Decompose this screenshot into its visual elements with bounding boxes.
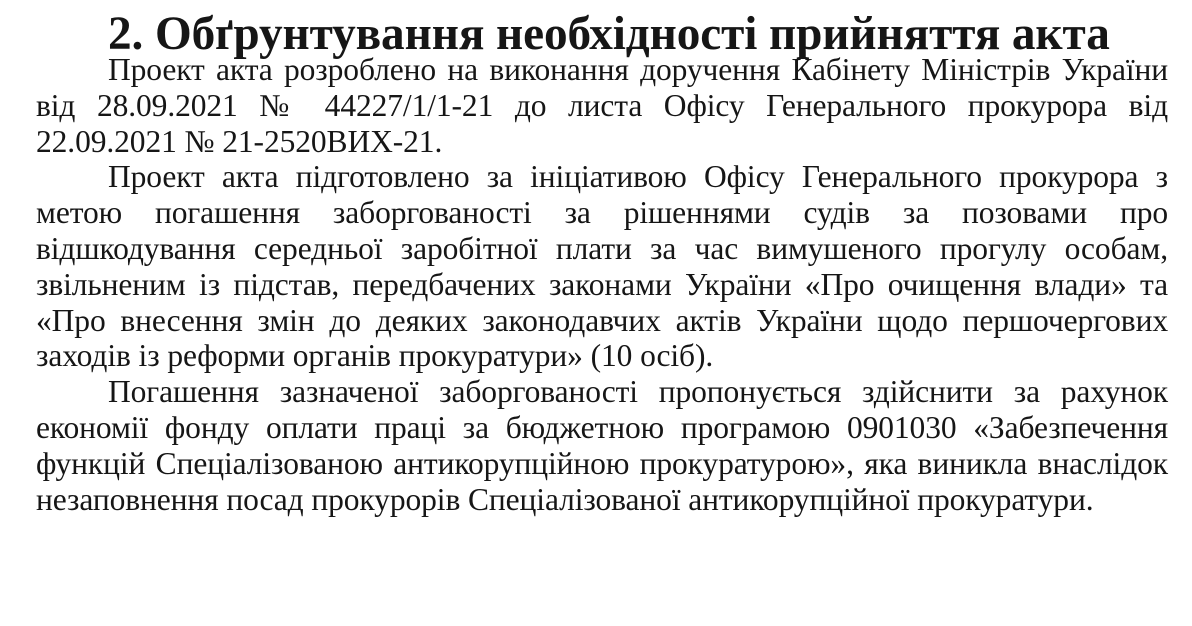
paragraph-funding: Погашення зазначеної заборгованості пропонується здійснити за рахунок економії фонду оплати праці за бюджетною програмою 0901030 «Забезпечення функцій Спеціалізованою антикорупційною прокуратурою», яка виникла внаслідок незаповнення посад прокурорів Спеціалізованої антикорупційної прокуратури.	[36, 374, 1168, 517]
paragraph-order-basis: Проект акта розроблено на виконання доручення Кабінету Міністрів України від 28.09.2021 № 44227/1/1-21 до листа Офісу Генерального прокурора від 22.09.2021 № 21-2520ВИХ-21.	[36, 52, 1168, 159]
document-page	[36, 8, 1168, 517]
paragraph-initiative: Проект акта підготовлено за ініціативою Офісу Генерального прокурора з метою погашення заборгованості за рішеннями судів за позовами про відшкодування середньої заробітної плати за час вимушеного прогулу особам, звільненим із підстав, передбачених законами України «Про очищення влади» та «Про внесення змін до деяких законодавчих актів України щодо першочергових заходів із реформи органів прокуратури» (10 осіб).	[36, 159, 1168, 374]
section-heading: 2. Обґрунтування необхідності прийняття акта	[108, 8, 1110, 60]
